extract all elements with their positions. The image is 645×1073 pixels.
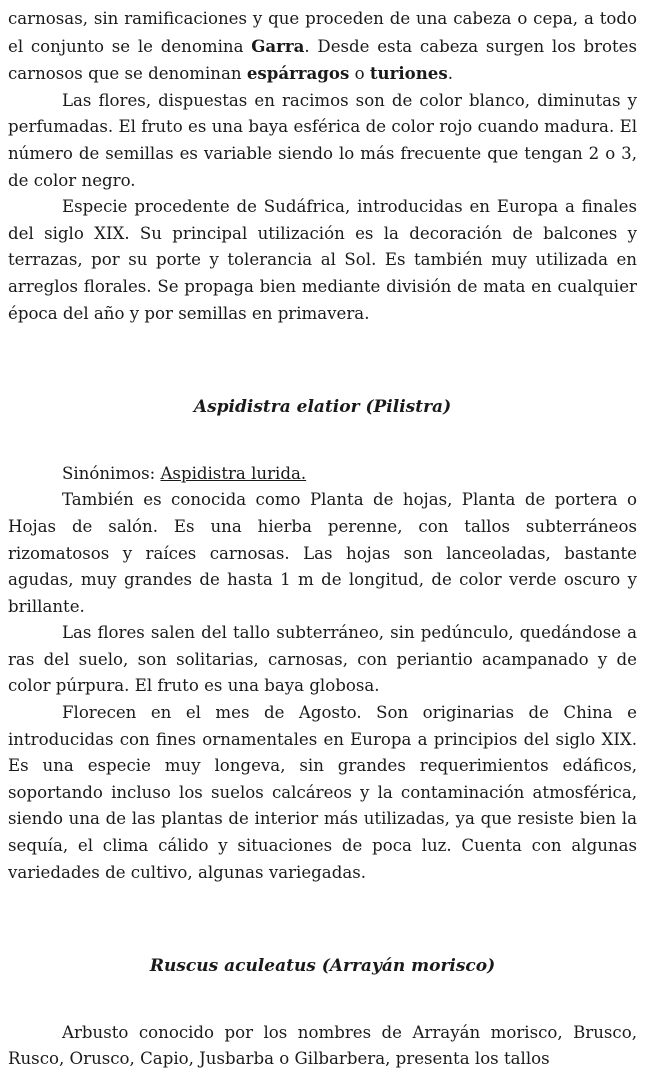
- synonyms-value: Aspidistra lurida.: [160, 463, 307, 483]
- text-run: carnosas, sin ramificaciones y que proceden de una cabeza o cepa, a todo el conjunto se le denomina: [8, 9, 637, 56]
- text-run: o: [349, 64, 370, 84]
- spacer: [8, 327, 637, 394]
- spacer: [8, 980, 637, 1020]
- paragraph-flores: Las flores, dispuestas en racimos son de color blanco, diminutas y perfumadas. El fruto es una baya esférica de color rojo cuando madura. El número de semillas es variable siendo lo más frecuente que tengan 2 o 3, de color negro.: [8, 90, 637, 190]
- spacer: [8, 421, 637, 461]
- paragraph-arbusto: Arbusto conocido por los nombres de Arrayán morisco, Brusco, Rusco, Orusco, Capio, Jusbarba o Gilbarbera, presenta los tallos: [8, 1022, 637, 1069]
- text-run: . Desde esta cabeza surgen los brotes carnosos que se denominan: [8, 36, 638, 84]
- paragraph-tambien: También es conocida como Planta de hojas, Planta de portera o Hojas de salón. Es una hierba perenne, con tallos subterráneos rizomatosos y raíces carnosas. Las hojas son lanceoladas, bastante agudas, muy grandes de hasta 1 m de longitud, de color verde oscuro y brillante.: [8, 490, 637, 616]
- paragraph-flores-aspidistra: Las flores salen del tallo subterráneo, sin pedúnculo, quedándose a ras del suelo, son solitarias, carnosas, con periantio acampanado y de color púrpura. El fruto es una baya globosa.: [8, 623, 637, 696]
- term-turiones: turiones: [369, 63, 448, 84]
- paragraph-florecen: Florecen en el mes de Agosto. Son originarias de China e introducidas con fines ornamentales en Europa a principios del siglo XIX. Es una especie muy longeva, sin grandes requerimientos edáficos, soportando incluso los suelos calcáreos y la contaminación atmosférica, siendo una de las plantas de interior más utilizadas, ya que resiste bien la sequía, el clima cálido y situaciones de poca luz. Cuenta con algunas variedades de cultivo, algunas variegadas.: [8, 703, 637, 882]
- heading-aspidistra: Aspidistra elatior (Pilistra): [193, 397, 452, 418]
- term-garra: Garra: [251, 35, 305, 56]
- heading-ruscus: Ruscus aculeatus (Arrayán morisco): [149, 956, 496, 977]
- term-esparragos: espárragos: [246, 63, 350, 84]
- spacer: [8, 886, 637, 953]
- text-run: .: [447, 64, 453, 84]
- synonyms-label: Sinónimos:: [62, 463, 161, 483]
- document-page: [8, 6, 637, 1073]
- paragraph-sinonimos: [8, 461, 637, 488]
- paragraph-especie: Especie procedente de Sudáfrica, introducidas en Europa a finales del siglo XIX. Su principal utilización es la decoración de balcones y terrazas, por su porte y tolerancia al Sol. Es también muy utilizada en arreglos florales. Se propaga bien mediante división de mata en cualquier época del año y por semillas en primavera.: [8, 197, 637, 323]
- paragraph-garra: [8, 6, 637, 88]
